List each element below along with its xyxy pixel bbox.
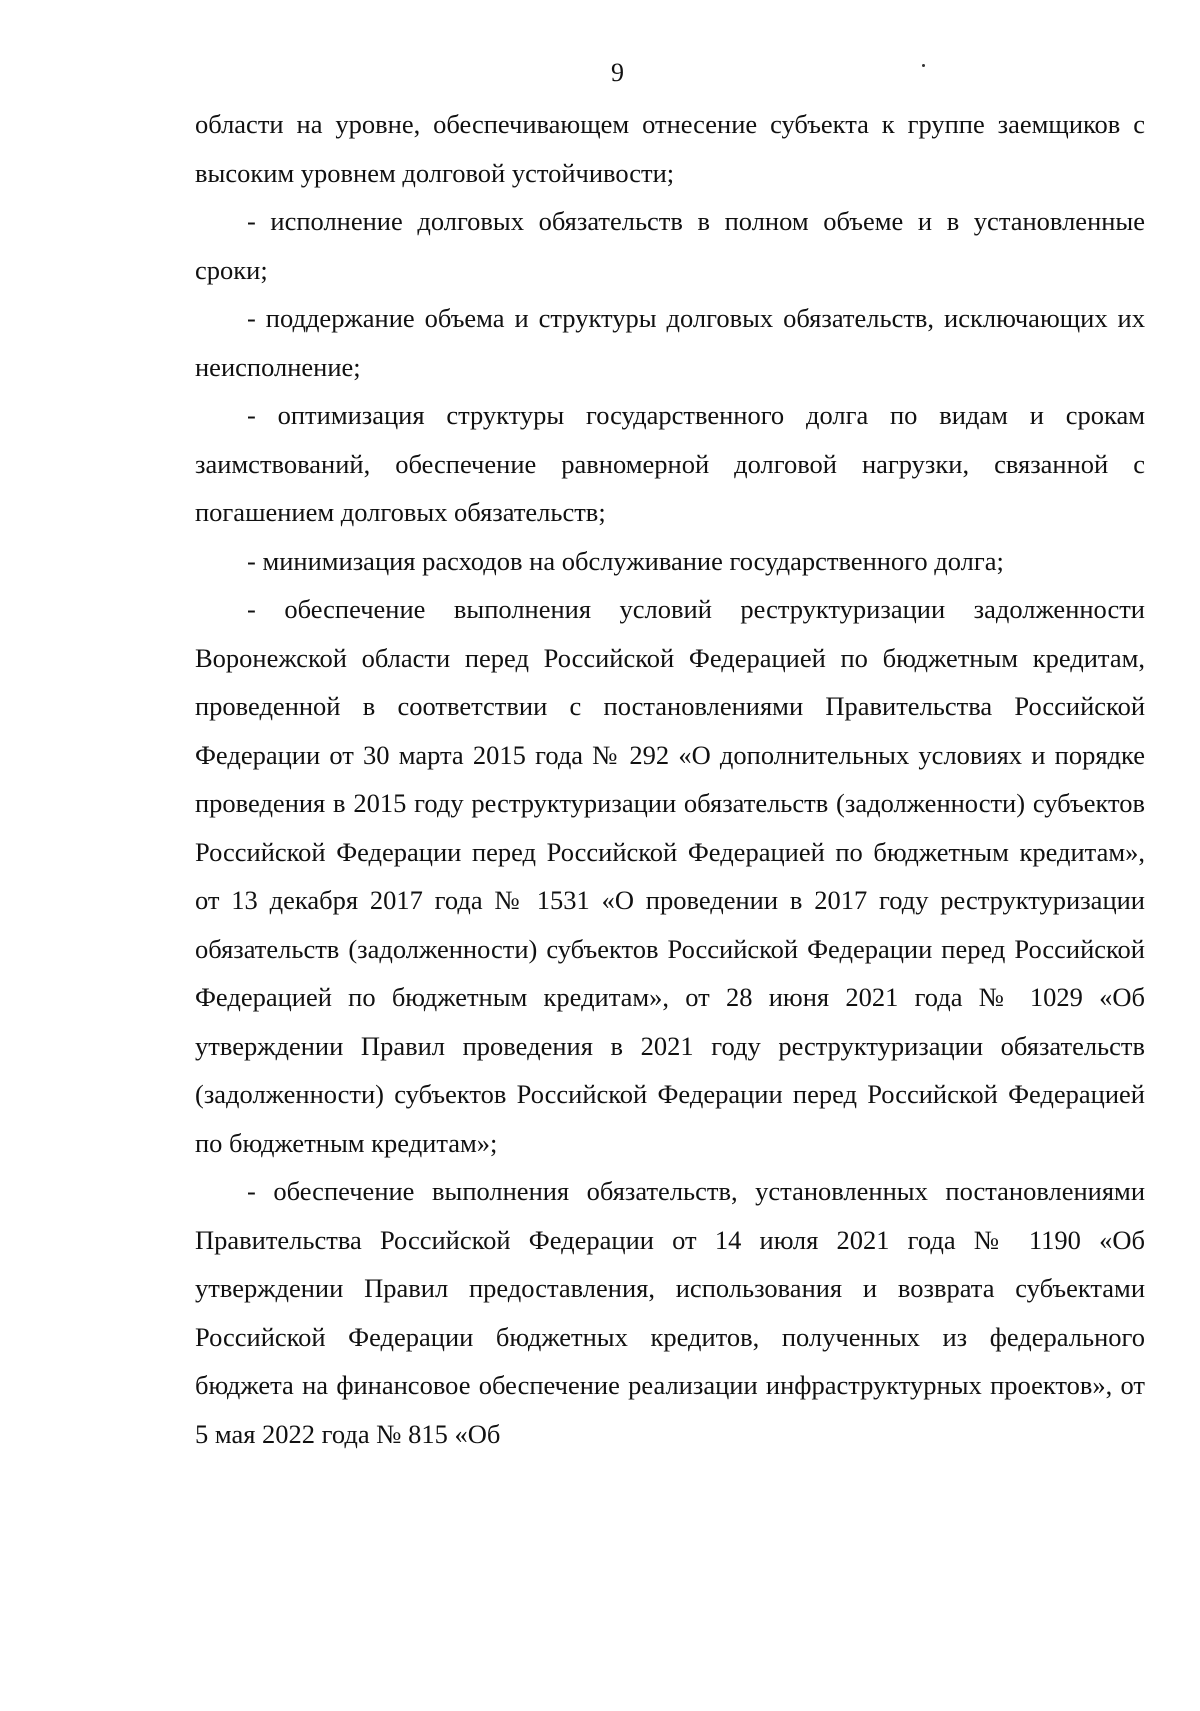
paragraph: - обеспечение выполнения условий реструктуризации задолженности Воронежской области перед Российской Федерацией по бюджетным кредитам, проведенной в соответствии с постановлениями Правительства Российской Федерации от 30 марта 2015 года № 292 «О дополнительных условиях и порядке проведения в 2015 году реструктуризации обязательств (задолженности) субъектов Российской Федерации перед Российской Федерацией по бюджетным кредитам», от 13 декабря 2017 года № 1531 «О проведении в 2017 году реструктуризации обязательств (задолженности) субъектов Российской Федерации перед Российской Федерацией по бюджетным кредитам», от 28 июня 2021 года № 1029 «Об утверждении Правил проведения в 2021 году реструктуризации обязательств (задолженности) субъектов Российской Федерации перед Российской Федерацией по бюджетным кредитам»; [195, 594, 1145, 1158]
document-body [195, 100, 1145, 1458]
paragraph: - исполнение долговых обязательств в полном объеме и в установленные сроки; [195, 206, 1145, 285]
paragraph: - оптимизация структуры государственного долга по видам и срокам заимствований, обеспечение равномерной долговой нагрузки, связанной с погашением долговых обязательств; [195, 400, 1145, 527]
page-number: 9 [611, 58, 624, 87]
paragraph: области на уровне, обеспечивающем отнесение субъекта к группе заемщиков с высоким уровнем долговой устойчивости; [195, 109, 1145, 188]
paragraph: - минимизация расходов на обслуживание государственного долга; [247, 545, 1004, 576]
paragraph: - поддержание объема и структуры долговых обязательств, исключающих их неисполнение; [195, 303, 1145, 382]
paragraph: - обеспечение выполнения обязательств, установленных постановлениями Правительства Российской Федерации от 14 июля 2021 года № 1190 «Об утверждении Правил предоставления, использования и возврата субъектами Российской Федерации бюджетных кредитов, полученных из федерального бюджета на финансовое обеспечение реализации инфраструктурных проектов», от 5 мая 2022 года № 815 «Об [195, 1176, 1145, 1449]
scan-speck [922, 64, 925, 67]
